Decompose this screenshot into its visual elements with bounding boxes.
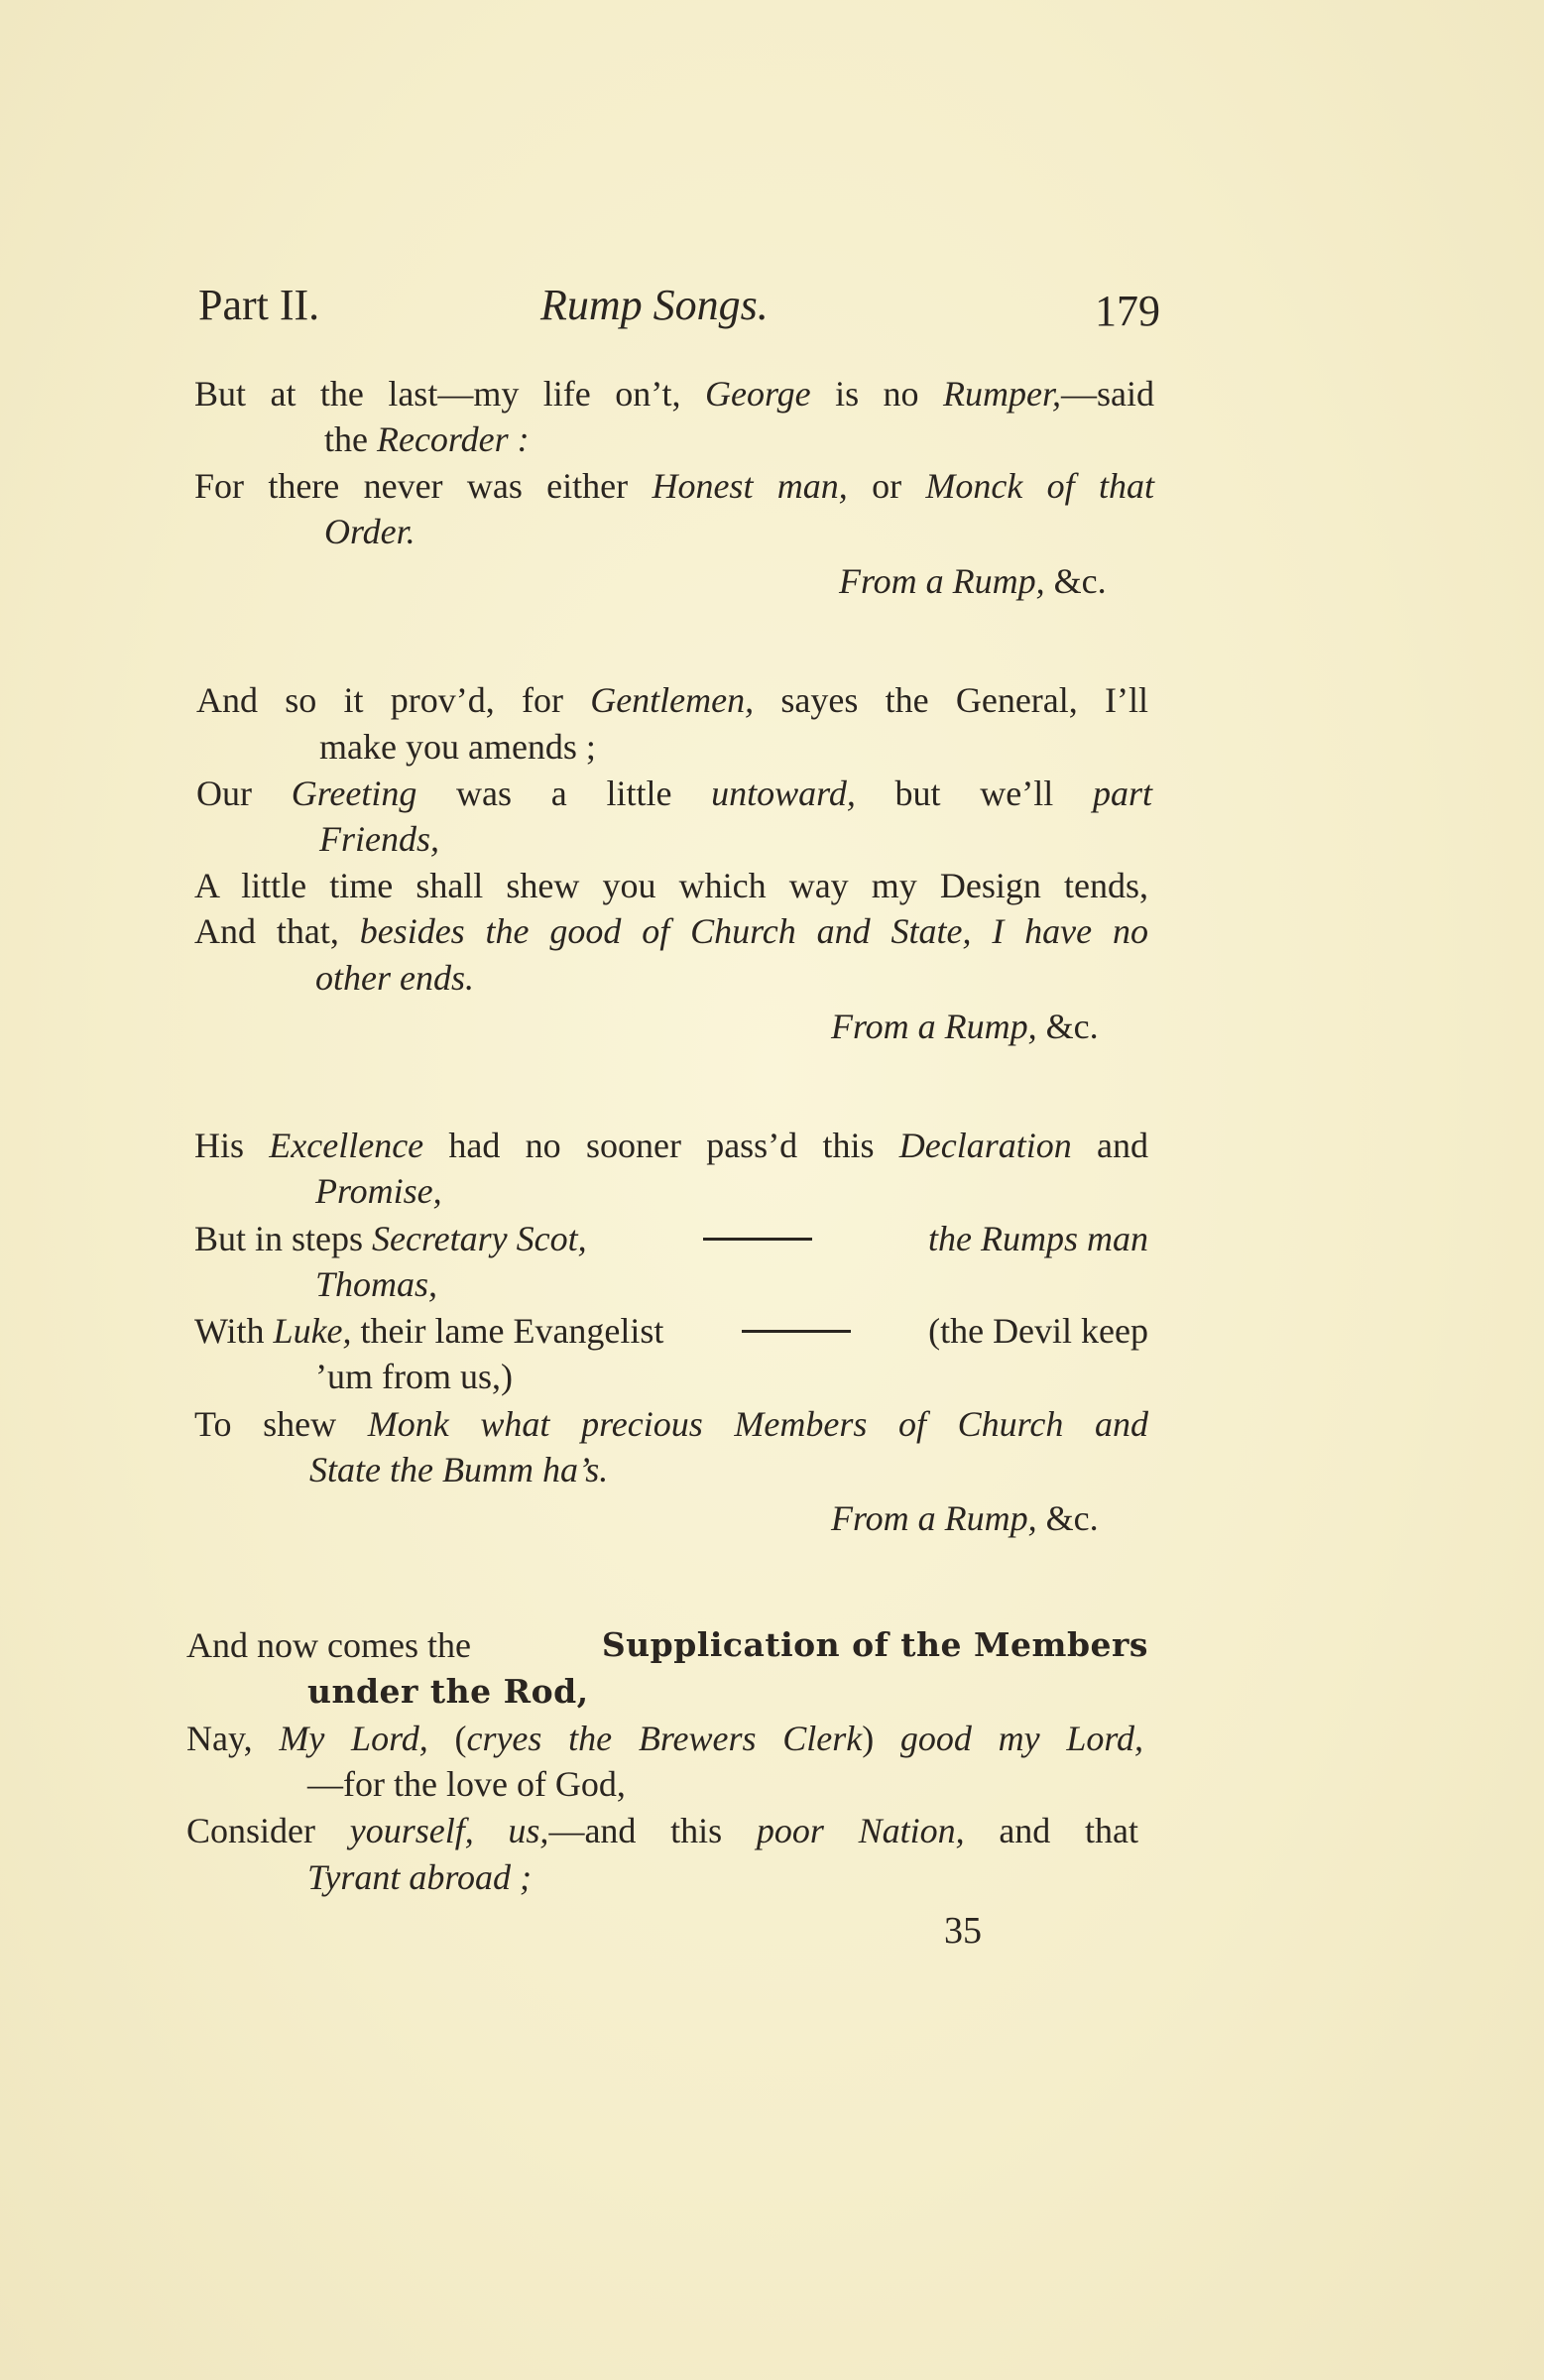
- dash-rule: [703, 1238, 812, 1241]
- signature-mark: 35: [944, 1910, 982, 1952]
- verse-line: With Luke, their lame Evangelist (the Devil keep: [194, 1311, 1148, 1351]
- verse-line: State the Bumm ha’s.: [309, 1450, 609, 1489]
- blackletter-heading: under the Rod,: [307, 1672, 589, 1711]
- page-number: 179: [1095, 287, 1160, 335]
- dash-rule: [742, 1330, 851, 1333]
- verse-line: Tyrant abroad ;: [307, 1857, 533, 1897]
- verse-line: Friends,: [319, 819, 439, 859]
- verse-line: But at the last—my life on’t, George is no Rumper,—said: [194, 374, 1155, 414]
- refrain: From a Rump, &c.: [831, 1007, 1099, 1046]
- verse-line: To shew Monk what precious Members of Church and: [194, 1404, 1148, 1444]
- verse-line: Our Greeting was a little untoward, but we’ll part: [196, 774, 1152, 813]
- running-title: Rump Songs.: [540, 281, 769, 329]
- verse-line: other ends.: [315, 958, 474, 998]
- verse-line: Promise,: [315, 1171, 442, 1211]
- blackletter-heading: Supplication of the Members: [601, 1625, 1148, 1664]
- verse-line: Nay, My Lord, (cryes the Brewers Clerk) good my Lord,: [186, 1719, 1144, 1758]
- running-header: [198, 280, 1160, 339]
- verse-line: ’um from us,): [315, 1357, 513, 1396]
- verse-line: But in steps Secretary Scot, the Rumps man: [194, 1219, 1148, 1258]
- verse-line: And so it prov’d, for Gentlemen, sayes the General, I’ll: [196, 680, 1148, 720]
- verse-line: make you amends ;: [319, 727, 596, 767]
- verse-line: His Excellence had no sooner pass’d this Declaration and: [194, 1126, 1148, 1165]
- verse-line: the Recorder :: [324, 419, 530, 459]
- verse-line: For there never was either Honest man, or Monck of that: [194, 466, 1154, 506]
- verse-line: Order.: [324, 512, 416, 551]
- refrain: From a Rump, &c.: [831, 1498, 1099, 1538]
- verse-line: Thomas,: [315, 1264, 438, 1304]
- verse-line: And that, besides the good of Church and State, I have no: [194, 911, 1148, 951]
- refrain: From a Rump, &c.: [839, 561, 1107, 601]
- verse-line: And now comes the Supplication of the Members: [186, 1622, 1148, 1668]
- verse-line: Consider yourself, us,—and this poor Nation, and that: [186, 1811, 1138, 1850]
- verse-line: —for the love of God,: [307, 1764, 626, 1804]
- part-label: Part II.: [198, 281, 320, 329]
- verse-line: A little time shall shew you which way my Design tends,: [194, 866, 1148, 905]
